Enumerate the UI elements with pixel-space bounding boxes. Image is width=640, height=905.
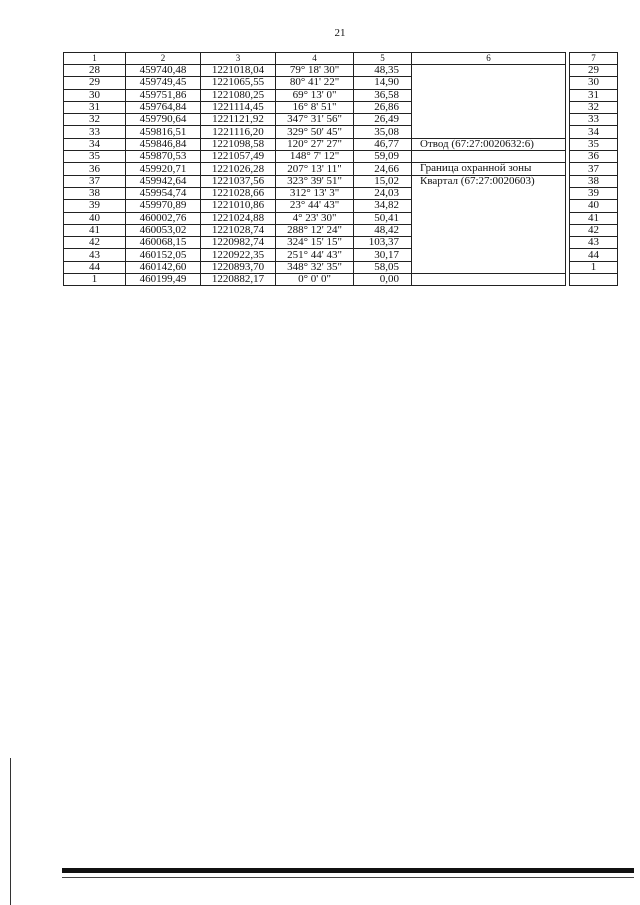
y-coordinate-cell: 1221024,88 [201, 212, 276, 224]
direction-angle-cell: 80° 41' 22" [276, 77, 354, 89]
next-point-cell: 37 [570, 163, 618, 175]
description-cell [412, 200, 566, 212]
point-cell: 32 [64, 114, 126, 126]
table-row [64, 89, 618, 101]
header-cell: 5 [354, 53, 412, 65]
point-cell: 34 [64, 138, 126, 150]
next-point-cell: 44 [570, 249, 618, 261]
point-cell: 40 [64, 212, 126, 224]
table-row [64, 274, 618, 286]
y-coordinate-cell: 1221037,56 [201, 175, 276, 187]
next-point-cell: 40 [570, 200, 618, 212]
point-cell: 44 [64, 261, 126, 273]
y-coordinate-cell: 1221057,49 [201, 151, 276, 163]
y-coordinate-cell: 1221010,86 [201, 200, 276, 212]
table-row [64, 138, 618, 150]
point-cell: 1 [64, 274, 126, 286]
y-coordinate-cell: 1221026,28 [201, 163, 276, 175]
next-point-cell: 30 [570, 77, 618, 89]
y-coordinate-cell: 1221098,58 [201, 138, 276, 150]
x-coordinate-cell: 459751,86 [126, 89, 201, 101]
direction-angle-cell: 207° 13' 11" [276, 163, 354, 175]
next-point-cell: 38 [570, 175, 618, 187]
x-coordinate-cell: 460142,60 [126, 261, 201, 273]
length-cell: 15,02 [354, 175, 412, 187]
x-coordinate-cell: 459870,53 [126, 151, 201, 163]
description-cell [412, 101, 566, 113]
y-coordinate-cell: 1220882,17 [201, 274, 276, 286]
y-coordinate-cell: 1221028,66 [201, 187, 276, 199]
direction-angle-cell: 329° 50' 45" [276, 126, 354, 138]
point-cell: 39 [64, 200, 126, 212]
next-point-cell: 31 [570, 89, 618, 101]
next-point-cell [570, 274, 618, 286]
direction-angle-cell: 312° 13' 3" [276, 187, 354, 199]
table-row [64, 187, 618, 199]
direction-angle-cell: 69° 13' 0" [276, 89, 354, 101]
direction-angle-cell: 324° 15' 15" [276, 237, 354, 249]
x-coordinate-cell: 460053,02 [126, 224, 201, 236]
x-coordinate-cell: 459970,89 [126, 200, 201, 212]
description-cell [412, 114, 566, 126]
table-header-row [64, 53, 618, 65]
direction-angle-cell: 323° 39' 51" [276, 175, 354, 187]
y-coordinate-cell: 1221116,20 [201, 126, 276, 138]
bottom-rule [62, 868, 634, 873]
coordinates-table [63, 52, 618, 286]
direction-angle-cell: 4° 23' 30" [276, 212, 354, 224]
next-point-cell: 41 [570, 212, 618, 224]
direction-angle-cell: 148° 7' 12" [276, 151, 354, 163]
length-cell: 59,09 [354, 151, 412, 163]
next-point-cell: 35 [570, 138, 618, 150]
x-coordinate-cell: 460152,05 [126, 249, 201, 261]
table-row [64, 212, 618, 224]
length-cell: 26,86 [354, 101, 412, 113]
next-point-cell: 32 [570, 101, 618, 113]
point-cell: 30 [64, 89, 126, 101]
next-point-cell: 34 [570, 126, 618, 138]
description-cell [412, 151, 566, 163]
direction-angle-cell: 0° 0' 0" [276, 274, 354, 286]
table-row [64, 200, 618, 212]
point-cell: 38 [64, 187, 126, 199]
direction-angle-cell: 251° 44' 43" [276, 249, 354, 261]
description-cell: Квартал (67:27:0020603) [412, 175, 566, 187]
point-cell: 42 [64, 237, 126, 249]
table-body [64, 53, 618, 286]
table-row [64, 175, 618, 187]
point-cell: 43 [64, 249, 126, 261]
length-cell: 26,49 [354, 114, 412, 126]
table-row [64, 101, 618, 113]
table-row [64, 249, 618, 261]
next-point-cell: 33 [570, 114, 618, 126]
x-coordinate-cell: 460199,49 [126, 274, 201, 286]
header-cell: 3 [201, 53, 276, 65]
header-cell: 2 [126, 53, 201, 65]
next-point-cell: 43 [570, 237, 618, 249]
x-coordinate-cell: 459749,45 [126, 77, 201, 89]
header-cell: 6 [412, 53, 566, 65]
point-cell: 31 [64, 101, 126, 113]
length-cell: 0,00 [354, 274, 412, 286]
x-coordinate-cell: 460068,15 [126, 237, 201, 249]
description-cell [412, 77, 566, 89]
length-cell: 46,77 [354, 138, 412, 150]
description-cell [412, 65, 566, 77]
length-cell: 14,90 [354, 77, 412, 89]
x-coordinate-cell: 459942,64 [126, 175, 201, 187]
page-number: 21 [334, 27, 346, 39]
header-cell: 1 [64, 53, 126, 65]
y-coordinate-cell: 1221121,92 [201, 114, 276, 126]
next-point-cell: 1 [570, 261, 618, 273]
y-coordinate-cell: 1221080,25 [201, 89, 276, 101]
description-cell [412, 89, 566, 101]
bottom-rule-thin [62, 877, 634, 878]
description-cell [412, 212, 566, 224]
direction-angle-cell: 288° 12' 24" [276, 224, 354, 236]
next-point-cell: 42 [570, 224, 618, 236]
x-coordinate-cell: 459954,74 [126, 187, 201, 199]
direction-angle-cell: 16° 8' 51" [276, 101, 354, 113]
description-cell [412, 224, 566, 236]
description-cell: Граница охранной зоны [412, 163, 566, 175]
length-cell: 48,35 [354, 65, 412, 77]
length-cell: 58,05 [354, 261, 412, 273]
table-row [64, 224, 618, 236]
length-cell: 24,66 [354, 163, 412, 175]
length-cell: 36,58 [354, 89, 412, 101]
description-cell [412, 261, 566, 273]
length-cell: 24,03 [354, 187, 412, 199]
point-cell: 36 [64, 163, 126, 175]
y-coordinate-cell: 1220893,70 [201, 261, 276, 273]
length-cell: 34,82 [354, 200, 412, 212]
header-cell: 4 [276, 53, 354, 65]
point-cell: 37 [64, 175, 126, 187]
x-coordinate-cell: 460002,76 [126, 212, 201, 224]
x-coordinate-cell: 459920,71 [126, 163, 201, 175]
table-row [64, 151, 618, 163]
y-coordinate-cell: 1221065,55 [201, 77, 276, 89]
direction-angle-cell: 348° 32' 35" [276, 261, 354, 273]
point-cell: 33 [64, 126, 126, 138]
x-coordinate-cell: 459816,51 [126, 126, 201, 138]
table-row [64, 237, 618, 249]
table-row [64, 163, 618, 175]
point-cell: 29 [64, 77, 126, 89]
length-cell: 30,17 [354, 249, 412, 261]
description-cell [412, 126, 566, 138]
description-cell [412, 274, 566, 286]
direction-angle-cell: 23° 44' 43" [276, 200, 354, 212]
margin-line [10, 758, 11, 905]
length-cell: 48,42 [354, 224, 412, 236]
table-row [64, 126, 618, 138]
y-coordinate-cell: 1220922,35 [201, 249, 276, 261]
x-coordinate-cell: 459764,84 [126, 101, 201, 113]
y-coordinate-cell: 1220982,74 [201, 237, 276, 249]
point-cell: 28 [64, 65, 126, 77]
table-row [64, 65, 618, 77]
x-coordinate-cell: 459740,48 [126, 65, 201, 77]
length-cell: 50,41 [354, 212, 412, 224]
next-point-cell: 36 [570, 151, 618, 163]
description-cell [412, 237, 566, 249]
table-row [64, 114, 618, 126]
description-cell [412, 249, 566, 261]
y-coordinate-cell: 1221028,74 [201, 224, 276, 236]
point-cell: 35 [64, 151, 126, 163]
next-point-cell: 39 [570, 187, 618, 199]
header-cell: 7 [570, 53, 618, 65]
direction-angle-cell: 120° 27' 27" [276, 138, 354, 150]
direction-angle-cell: 347° 31' 56" [276, 114, 354, 126]
description-cell [412, 187, 566, 199]
point-cell: 41 [64, 224, 126, 236]
table-row [64, 261, 618, 273]
description-cell: Отвод (67:27:0020632:6) [412, 138, 566, 150]
y-coordinate-cell: 1221114,45 [201, 101, 276, 113]
x-coordinate-cell: 459790,64 [126, 114, 201, 126]
table-row [64, 77, 618, 89]
x-coordinate-cell: 459846,84 [126, 138, 201, 150]
length-cell: 35,08 [354, 126, 412, 138]
direction-angle-cell: 79° 18' 30" [276, 65, 354, 77]
length-cell: 103,37 [354, 237, 412, 249]
y-coordinate-cell: 1221018,04 [201, 65, 276, 77]
next-point-cell: 29 [570, 65, 618, 77]
